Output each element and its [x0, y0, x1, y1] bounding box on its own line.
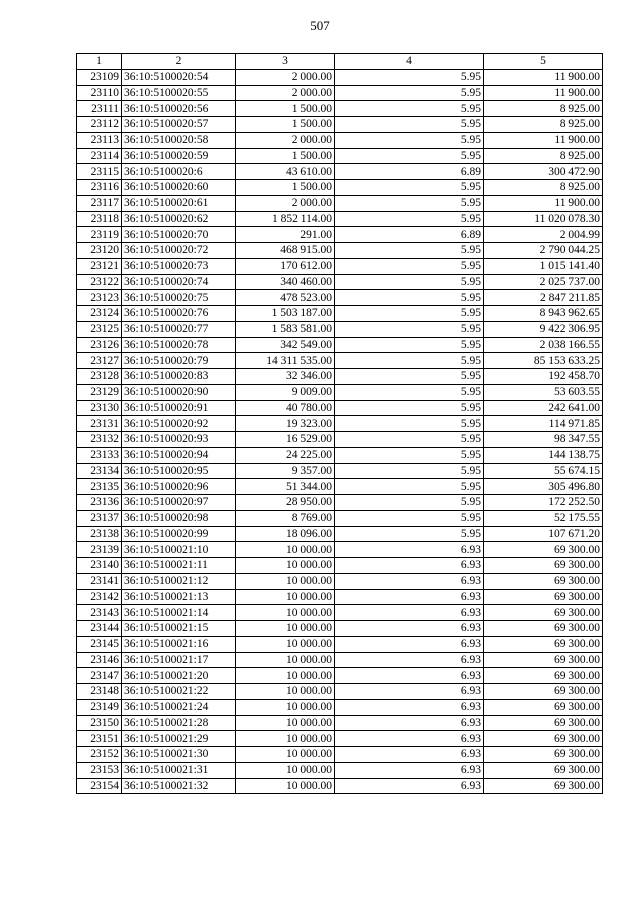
area-cell: 10 000.00: [236, 762, 335, 778]
value-cell: 2 790 044.25: [484, 243, 603, 259]
cadastral-number-cell: 36:10:5100021:17: [122, 652, 236, 668]
table-row: [77, 447, 603, 463]
cadastral-number-cell: 36:10:5100021:24: [122, 699, 236, 715]
cadastral-number-cell: 36:10:5100020:58: [122, 132, 236, 148]
rate-cell: 6.93: [335, 573, 484, 589]
row-number-cell: 23152: [77, 747, 122, 763]
rate-cell: 6.93: [335, 778, 484, 794]
table-row: [77, 400, 603, 416]
area-cell: 10 000.00: [236, 573, 335, 589]
rate-cell: 5.95: [335, 243, 484, 259]
value-cell: 1 015 141.40: [484, 258, 603, 274]
value-cell: 8 925.00: [484, 101, 603, 117]
value-cell: 69 300.00: [484, 621, 603, 637]
area-cell: 10 000.00: [236, 668, 335, 684]
table-row: [77, 132, 603, 148]
table-row: [77, 747, 603, 763]
value-cell: 69 300.00: [484, 558, 603, 574]
value-cell: 11 020 078.30: [484, 211, 603, 227]
value-cell: 69 300.00: [484, 668, 603, 684]
cadastral-number-cell: 36:10:5100021:11: [122, 558, 236, 574]
area-cell: 51 344.00: [236, 479, 335, 495]
cadastral-number-cell: 36:10:5100020:73: [122, 258, 236, 274]
area-cell: 291.00: [236, 227, 335, 243]
rate-cell: 5.95: [335, 101, 484, 117]
cadastral-number-cell: 36:10:5100021:31: [122, 762, 236, 778]
value-cell: 8 925.00: [484, 180, 603, 196]
area-cell: 170 612.00: [236, 258, 335, 274]
rate-cell: 6.93: [335, 699, 484, 715]
row-number-cell: 23117: [77, 195, 122, 211]
rate-cell: 6.93: [335, 605, 484, 621]
rate-cell: 5.95: [335, 306, 484, 322]
rate-cell: 5.95: [335, 69, 484, 85]
area-cell: 10 000.00: [236, 621, 335, 637]
cadastral-number-cell: 36:10:5100020:74: [122, 274, 236, 290]
page-number: 507: [310, 18, 330, 33]
cadastral-number-cell: 36:10:5100020:93: [122, 432, 236, 448]
rate-cell: 6.93: [335, 652, 484, 668]
area-cell: 1 500.00: [236, 180, 335, 196]
data-table: [76, 53, 603, 794]
table-row: [77, 778, 603, 794]
cadastral-number-cell: 36:10:5100020:95: [122, 463, 236, 479]
table-row: [77, 211, 603, 227]
cadastral-number-cell: 36:10:5100020:62: [122, 211, 236, 227]
row-number-cell: 23122: [77, 274, 122, 290]
cadastral-number-cell: 36:10:5100021:28: [122, 715, 236, 731]
value-cell: 242 641.00: [484, 400, 603, 416]
row-number-cell: 23148: [77, 684, 122, 700]
row-number-cell: 23135: [77, 479, 122, 495]
value-cell: 98 347.55: [484, 432, 603, 448]
rate-cell: 6.93: [335, 715, 484, 731]
cadastral-number-cell: 36:10:5100021:13: [122, 589, 236, 605]
rate-cell: 5.95: [335, 258, 484, 274]
table-row: [77, 384, 603, 400]
row-number-cell: 23153: [77, 762, 122, 778]
cadastral-number-cell: 36:10:5100021:14: [122, 605, 236, 621]
row-number-cell: 23114: [77, 148, 122, 164]
cadastral-number-cell: 36:10:5100020:83: [122, 369, 236, 385]
area-cell: 1 500.00: [236, 117, 335, 133]
rate-cell: 6.93: [335, 747, 484, 763]
value-cell: 85 153 633.25: [484, 353, 603, 369]
area-cell: 2 000.00: [236, 85, 335, 101]
table-row: [77, 621, 603, 637]
cadastral-number-cell: 36:10:5100020:70: [122, 227, 236, 243]
value-cell: 11 900.00: [484, 69, 603, 85]
cadastral-number-cell: 36:10:5100020:55: [122, 85, 236, 101]
rate-cell: 6.93: [335, 558, 484, 574]
area-cell: 1 852 114.00: [236, 211, 335, 227]
table-body: [77, 69, 603, 794]
row-number-cell: 23147: [77, 668, 122, 684]
area-cell: 2 000.00: [236, 132, 335, 148]
rate-cell: 5.95: [335, 495, 484, 511]
area-cell: 1 583 581.00: [236, 321, 335, 337]
cadastral-number-cell: 36:10:5100021:32: [122, 778, 236, 794]
cadastral-number-cell: 36:10:5100021:22: [122, 684, 236, 700]
rate-cell: 5.95: [335, 416, 484, 432]
rate-cell: 5.95: [335, 211, 484, 227]
table-row: [77, 668, 603, 684]
row-number-cell: 23119: [77, 227, 122, 243]
rate-cell: 5.95: [335, 132, 484, 148]
area-cell: 43 610.00: [236, 164, 335, 180]
cadastral-number-cell: 36:10:5100020:59: [122, 148, 236, 164]
rate-cell: 5.95: [335, 463, 484, 479]
rate-cell: 6.93: [335, 589, 484, 605]
value-cell: 2 038 166.55: [484, 337, 603, 353]
table-row: [77, 353, 603, 369]
rate-cell: 6.93: [335, 668, 484, 684]
rate-cell: 5.95: [335, 117, 484, 133]
area-cell: 32 346.00: [236, 369, 335, 385]
row-number-cell: 23141: [77, 573, 122, 589]
area-cell: 8 769.00: [236, 510, 335, 526]
cadastral-number-cell: 36:10:5100020:94: [122, 447, 236, 463]
row-number-cell: 23151: [77, 731, 122, 747]
table-row: [77, 258, 603, 274]
table-row: [77, 432, 603, 448]
table-row: [77, 227, 603, 243]
value-cell: 2 004.99: [484, 227, 603, 243]
value-cell: 9 422 306.95: [484, 321, 603, 337]
row-number-cell: 23143: [77, 605, 122, 621]
column-header-1: 1: [77, 54, 122, 70]
rate-cell: 5.95: [335, 526, 484, 542]
value-cell: 69 300.00: [484, 747, 603, 763]
cadastral-number-cell: 36:10:5100021:20: [122, 668, 236, 684]
rate-cell: 5.95: [335, 85, 484, 101]
value-cell: 69 300.00: [484, 715, 603, 731]
table-row: [77, 195, 603, 211]
table-header-row: [77, 54, 603, 70]
cadastral-number-cell: 36:10:5100020:97: [122, 495, 236, 511]
cadastral-number-cell: 36:10:5100020:77: [122, 321, 236, 337]
row-number-cell: 23115: [77, 164, 122, 180]
row-number-cell: 23142: [77, 589, 122, 605]
table-row: [77, 495, 603, 511]
table-row: [77, 117, 603, 133]
row-number-cell: 23137: [77, 510, 122, 526]
cadastral-number-cell: 36:10:5100020:54: [122, 69, 236, 85]
row-number-cell: 23138: [77, 526, 122, 542]
row-number-cell: 23136: [77, 495, 122, 511]
row-number-cell: 23144: [77, 621, 122, 637]
value-cell: 69 300.00: [484, 762, 603, 778]
value-cell: 107 671.20: [484, 526, 603, 542]
row-number-cell: 23149: [77, 699, 122, 715]
cadastral-number-cell: 36:10:5100020:76: [122, 306, 236, 322]
row-number-cell: 23116: [77, 180, 122, 196]
cadastral-number-cell: 36:10:5100020:78: [122, 337, 236, 353]
area-cell: 10 000.00: [236, 731, 335, 747]
rate-cell: 5.95: [335, 432, 484, 448]
area-cell: 10 000.00: [236, 558, 335, 574]
table-row: [77, 479, 603, 495]
rate-cell: 6.89: [335, 227, 484, 243]
rate-cell: 6.89: [335, 164, 484, 180]
table-row: [77, 69, 603, 85]
cadastral-number-cell: 36:10:5100020:96: [122, 479, 236, 495]
row-number-cell: 23146: [77, 652, 122, 668]
cadastral-number-cell: 36:10:5100020:92: [122, 416, 236, 432]
table-row: [77, 321, 603, 337]
row-number-cell: 23131: [77, 416, 122, 432]
cadastral-number-cell: 36:10:5100021:30: [122, 747, 236, 763]
value-cell: 69 300.00: [484, 636, 603, 652]
table-row: [77, 274, 603, 290]
row-number-cell: 23128: [77, 369, 122, 385]
area-cell: 468 915.00: [236, 243, 335, 259]
rate-cell: 6.93: [335, 621, 484, 637]
row-number-cell: 23126: [77, 337, 122, 353]
cadastral-number-cell: 36:10:5100020:72: [122, 243, 236, 259]
value-cell: 8 925.00: [484, 117, 603, 133]
area-cell: 2 000.00: [236, 195, 335, 211]
row-number-cell: 23123: [77, 290, 122, 306]
value-cell: 300 472.90: [484, 164, 603, 180]
row-number-cell: 23125: [77, 321, 122, 337]
table-row: [77, 542, 603, 558]
value-cell: 11 900.00: [484, 85, 603, 101]
rate-cell: 6.93: [335, 762, 484, 778]
value-cell: 2 847 211.85: [484, 290, 603, 306]
column-header-4: 4: [335, 54, 484, 70]
row-number-cell: 23139: [77, 542, 122, 558]
area-cell: 2 000.00: [236, 69, 335, 85]
row-number-cell: 23140: [77, 558, 122, 574]
rate-cell: 5.95: [335, 337, 484, 353]
area-cell: 10 000.00: [236, 715, 335, 731]
value-cell: 52 175.55: [484, 510, 603, 526]
area-cell: 14 311 535.00: [236, 353, 335, 369]
cadastral-number-cell: 36:10:5100020:61: [122, 195, 236, 211]
cadastral-number-cell: 36:10:5100021:16: [122, 636, 236, 652]
area-cell: 9 357.00: [236, 463, 335, 479]
table-row: [77, 180, 603, 196]
value-cell: 69 300.00: [484, 589, 603, 605]
area-cell: 10 000.00: [236, 778, 335, 794]
table-row: [77, 605, 603, 621]
value-cell: 69 300.00: [484, 573, 603, 589]
rate-cell: 5.95: [335, 290, 484, 306]
value-cell: 69 300.00: [484, 731, 603, 747]
rate-cell: 5.95: [335, 369, 484, 385]
table-row: [77, 762, 603, 778]
column-header-5: 5: [484, 54, 603, 70]
value-cell: 11 900.00: [484, 132, 603, 148]
table-row: [77, 589, 603, 605]
area-cell: 10 000.00: [236, 589, 335, 605]
cadastral-number-cell: 36:10:5100020:75: [122, 290, 236, 306]
rate-cell: 5.95: [335, 479, 484, 495]
table-row: [77, 290, 603, 306]
rate-cell: 6.93: [335, 542, 484, 558]
table-row: [77, 636, 603, 652]
rate-cell: 6.93: [335, 636, 484, 652]
row-number-cell: 23121: [77, 258, 122, 274]
row-number-cell: 23150: [77, 715, 122, 731]
row-number-cell: 23129: [77, 384, 122, 400]
table-row: [77, 731, 603, 747]
area-cell: 40 780.00: [236, 400, 335, 416]
table-row: [77, 652, 603, 668]
value-cell: 53 603.55: [484, 384, 603, 400]
area-cell: 24 225.00: [236, 447, 335, 463]
value-cell: 69 300.00: [484, 605, 603, 621]
area-cell: 28 950.00: [236, 495, 335, 511]
cadastral-number-cell: 36:10:5100020:90: [122, 384, 236, 400]
area-cell: 10 000.00: [236, 605, 335, 621]
value-cell: 144 138.75: [484, 447, 603, 463]
area-cell: 10 000.00: [236, 636, 335, 652]
value-cell: 69 300.00: [484, 652, 603, 668]
row-number-cell: 23110: [77, 85, 122, 101]
area-cell: 18 096.00: [236, 526, 335, 542]
table-row: [77, 510, 603, 526]
value-cell: 55 674.15: [484, 463, 603, 479]
table-row: [77, 164, 603, 180]
value-cell: 69 300.00: [484, 684, 603, 700]
value-cell: 114 971.85: [484, 416, 603, 432]
rate-cell: 5.95: [335, 321, 484, 337]
cadastral-number-cell: 36:10:5100021:10: [122, 542, 236, 558]
rate-cell: 6.93: [335, 684, 484, 700]
value-cell: 305 496.80: [484, 479, 603, 495]
row-number-cell: 23120: [77, 243, 122, 259]
row-number-cell: 23111: [77, 101, 122, 117]
area-cell: 9 009.00: [236, 384, 335, 400]
area-cell: 10 000.00: [236, 652, 335, 668]
row-number-cell: 23133: [77, 447, 122, 463]
value-cell: 11 900.00: [484, 195, 603, 211]
cadastral-number-cell: 36:10:5100020:79: [122, 353, 236, 369]
area-cell: 340 460.00: [236, 274, 335, 290]
area-cell: 342 549.00: [236, 337, 335, 353]
rate-cell: 5.95: [335, 384, 484, 400]
rate-cell: 5.95: [335, 400, 484, 416]
cadastral-number-cell: 36:10:5100020:60: [122, 180, 236, 196]
table-row: [77, 684, 603, 700]
table-row: [77, 715, 603, 731]
cadastral-number-cell: 36:10:5100020:57: [122, 117, 236, 133]
area-cell: 1 500.00: [236, 148, 335, 164]
table-row: [77, 699, 603, 715]
table-row: [77, 369, 603, 385]
table-row: [77, 558, 603, 574]
column-header-3: 3: [236, 54, 335, 70]
table-row: [77, 463, 603, 479]
value-cell: 69 300.00: [484, 778, 603, 794]
row-number-cell: 23124: [77, 306, 122, 322]
cadastral-number-cell: 36:10:5100020:6: [122, 164, 236, 180]
rate-cell: 6.93: [335, 731, 484, 747]
table-row: [77, 573, 603, 589]
table-row: [77, 101, 603, 117]
area-cell: 10 000.00: [236, 747, 335, 763]
area-cell: 10 000.00: [236, 684, 335, 700]
cadastral-number-cell: 36:10:5100021:29: [122, 731, 236, 747]
table-row: [77, 306, 603, 322]
area-cell: 10 000.00: [236, 699, 335, 715]
value-cell: 192 458.70: [484, 369, 603, 385]
rate-cell: 5.95: [335, 447, 484, 463]
cadastral-number-cell: 36:10:5100020:91: [122, 400, 236, 416]
row-number-cell: 23112: [77, 117, 122, 133]
table-row: [77, 526, 603, 542]
row-number-cell: 23118: [77, 211, 122, 227]
table-row: [77, 416, 603, 432]
table-row: [77, 85, 603, 101]
value-cell: 172 252.50: [484, 495, 603, 511]
rate-cell: 5.95: [335, 353, 484, 369]
rate-cell: 5.95: [335, 195, 484, 211]
cadastral-number-cell: 36:10:5100020:98: [122, 510, 236, 526]
rate-cell: 5.95: [335, 274, 484, 290]
rate-cell: 5.95: [335, 180, 484, 196]
area-cell: 10 000.00: [236, 542, 335, 558]
row-number-cell: 23145: [77, 636, 122, 652]
cadastral-number-cell: 36:10:5100020:56: [122, 101, 236, 117]
column-header-2: 2: [122, 54, 236, 70]
area-cell: 16 529.00: [236, 432, 335, 448]
table-row: [77, 243, 603, 259]
table-row: [77, 148, 603, 164]
row-number-cell: 23130: [77, 400, 122, 416]
cadastral-number-cell: 36:10:5100020:99: [122, 526, 236, 542]
area-cell: 478 523.00: [236, 290, 335, 306]
row-number-cell: 23109: [77, 69, 122, 85]
area-cell: 19 323.00: [236, 416, 335, 432]
area-cell: 1 503 187.00: [236, 306, 335, 322]
row-number-cell: 23113: [77, 132, 122, 148]
value-cell: 69 300.00: [484, 699, 603, 715]
table-row: [77, 337, 603, 353]
rate-cell: 5.95: [335, 510, 484, 526]
row-number-cell: 23154: [77, 778, 122, 794]
row-number-cell: 23132: [77, 432, 122, 448]
row-number-cell: 23127: [77, 353, 122, 369]
value-cell: 2 025 737.00: [484, 274, 603, 290]
value-cell: 8 943 962.65: [484, 306, 603, 322]
rate-cell: 5.95: [335, 148, 484, 164]
row-number-cell: 23134: [77, 463, 122, 479]
cadastral-number-cell: 36:10:5100021:15: [122, 621, 236, 637]
value-cell: 69 300.00: [484, 542, 603, 558]
value-cell: 8 925.00: [484, 148, 603, 164]
cadastral-number-cell: 36:10:5100021:12: [122, 573, 236, 589]
area-cell: 1 500.00: [236, 101, 335, 117]
